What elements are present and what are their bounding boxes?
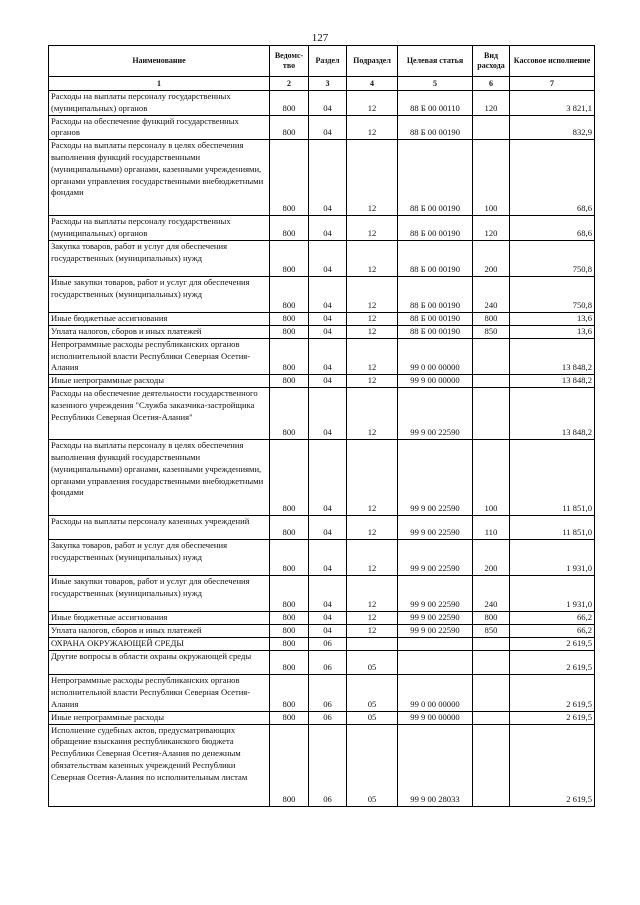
column-header-subsection: Подраздел bbox=[347, 46, 398, 77]
column-header-target-item: Целевая статья bbox=[398, 46, 473, 77]
row-subsection: 05 bbox=[347, 651, 398, 675]
row-target-item: 88 Б 00 00190 bbox=[398, 216, 473, 241]
row-target-item: 88 Б 00 00190 bbox=[398, 115, 473, 140]
row-subsection: 12 bbox=[347, 625, 398, 638]
table-body bbox=[49, 91, 595, 807]
row-target-item: 99 9 00 22590 bbox=[398, 612, 473, 625]
row-section: 04 bbox=[309, 325, 347, 338]
row-amount: 832,9 bbox=[510, 115, 595, 140]
row-target-item: 99 9 00 22590 bbox=[398, 440, 473, 516]
row-name: Расходы на выплаты персоналу государственных (муниципальных) органов bbox=[49, 216, 270, 241]
table-row bbox=[49, 440, 595, 516]
row-expense-type: 240 bbox=[473, 576, 510, 612]
row-department: 800 bbox=[270, 325, 309, 338]
row-amount: 1 931,0 bbox=[510, 540, 595, 576]
column-number: 6 bbox=[473, 77, 510, 91]
row-expense-type bbox=[473, 651, 510, 675]
column-number: 5 bbox=[398, 77, 473, 91]
row-name: Уплата налогов, сборов и иных платежей bbox=[49, 625, 270, 638]
row-expense-type: 200 bbox=[473, 240, 510, 276]
row-name: Непрограммные расходы республиканских органов исполнительной власти Республики Северная Осетия-Алания bbox=[49, 675, 270, 711]
row-amount: 11 851,0 bbox=[510, 516, 595, 540]
row-name: Расходы на обеспечение деятельности государственного казенного учреждения "Служба заказчика-застройщика Республики Северная Осетия-Алания" bbox=[49, 388, 270, 440]
row-department: 800 bbox=[270, 724, 309, 806]
row-subsection: 12 bbox=[347, 440, 398, 516]
row-expense-type bbox=[473, 375, 510, 388]
row-target-item: 88 Б 00 00190 bbox=[398, 140, 473, 216]
row-amount: 3 821,1 bbox=[510, 91, 595, 116]
row-subsection: 12 bbox=[347, 240, 398, 276]
row-section: 04 bbox=[309, 388, 347, 440]
row-department: 800 bbox=[270, 375, 309, 388]
row-amount: 2 619,5 bbox=[510, 675, 595, 711]
row-department: 800 bbox=[270, 576, 309, 612]
row-name: Иные закупки товаров, работ и услуг для обеспечения государственных (муниципальных) нужд bbox=[49, 576, 270, 612]
row-subsection: 12 bbox=[347, 612, 398, 625]
row-expense-type: 100 bbox=[473, 140, 510, 216]
row-expense-type: 100 bbox=[473, 440, 510, 516]
row-subsection: 12 bbox=[347, 91, 398, 116]
row-target-item: 88 Б 00 00190 bbox=[398, 276, 473, 312]
row-target-item: 99 9 00 22590 bbox=[398, 540, 473, 576]
column-number: 2 bbox=[270, 77, 309, 91]
row-expense-type bbox=[473, 675, 510, 711]
row-section: 04 bbox=[309, 240, 347, 276]
row-expense-type: 850 bbox=[473, 625, 510, 638]
row-amount: 66,2 bbox=[510, 612, 595, 625]
table-row bbox=[49, 516, 595, 540]
row-subsection: 12 bbox=[347, 540, 398, 576]
row-section: 04 bbox=[309, 540, 347, 576]
row-target-item: 99 9 00 22590 bbox=[398, 516, 473, 540]
column-number: 3 bbox=[309, 77, 347, 91]
row-expense-type: 240 bbox=[473, 276, 510, 312]
row-subsection: 12 bbox=[347, 388, 398, 440]
column-number: 4 bbox=[347, 77, 398, 91]
row-name: Закупка товаров, работ и услуг для обеспечения государственных (муниципальных) нужд bbox=[49, 540, 270, 576]
row-target-item: 99 9 00 22590 bbox=[398, 576, 473, 612]
column-header-cash-execution: Кассовое исполнение bbox=[510, 46, 595, 77]
row-expense-type: 850 bbox=[473, 325, 510, 338]
row-department: 800 bbox=[270, 338, 309, 374]
column-header-department: Ведомс-тво bbox=[270, 46, 309, 77]
column-number: 1 bbox=[49, 77, 270, 91]
row-section: 06 bbox=[309, 675, 347, 711]
row-department: 800 bbox=[270, 115, 309, 140]
row-name: Исполнение судебных актов, предусматривающих обращение взыскания республиканского бюджета Республики Северная Осетия-Алания по денежным обязательствам казенных учреждений Республики Северная Осетия-Алания по исполнительным листам bbox=[49, 724, 270, 806]
row-name: Непрограммные расходы республиканских органов исполнительной власти Республики Северная Осетия-Алания bbox=[49, 338, 270, 374]
table-row bbox=[49, 216, 595, 241]
row-expense-type: 120 bbox=[473, 216, 510, 241]
row-subsection: 12 bbox=[347, 325, 398, 338]
row-target-item: 99 9 00 00000 bbox=[398, 375, 473, 388]
row-name: Иные непрограммные расходы bbox=[49, 375, 270, 388]
table-row bbox=[49, 388, 595, 440]
row-section: 04 bbox=[309, 516, 347, 540]
row-amount: 13 848,2 bbox=[510, 388, 595, 440]
table-row bbox=[49, 612, 595, 625]
row-section: 04 bbox=[309, 625, 347, 638]
row-section: 06 bbox=[309, 638, 347, 651]
row-department: 800 bbox=[270, 216, 309, 241]
row-target-item: 88 Б 00 00190 bbox=[398, 312, 473, 325]
row-name: Расходы на выплаты персоналу в целях обеспечения выполнения функций государственными (муниципальными) органами, казенными учреждениями, органами управления государственными внебюджетными фондами bbox=[49, 440, 270, 516]
table-row bbox=[49, 576, 595, 612]
row-department: 800 bbox=[270, 516, 309, 540]
row-expense-type bbox=[473, 724, 510, 806]
table-row bbox=[49, 91, 595, 116]
row-amount: 13 848,2 bbox=[510, 375, 595, 388]
header-row bbox=[49, 46, 595, 77]
table-row bbox=[49, 276, 595, 312]
row-department: 800 bbox=[270, 388, 309, 440]
row-department: 800 bbox=[270, 440, 309, 516]
row-subsection: 12 bbox=[347, 312, 398, 325]
row-name: Иные закупки товаров, работ и услуг для обеспечения государственных (муниципальных) нужд bbox=[49, 276, 270, 312]
table-row bbox=[49, 675, 595, 711]
table-row bbox=[49, 638, 595, 651]
row-target-item: 99 0 00 00000 bbox=[398, 338, 473, 374]
row-department: 800 bbox=[270, 675, 309, 711]
row-amount: 68,6 bbox=[510, 216, 595, 241]
row-department: 800 bbox=[270, 312, 309, 325]
row-expense-type bbox=[473, 115, 510, 140]
row-target-item: 88 Б 00 00110 bbox=[398, 91, 473, 116]
row-amount: 750,8 bbox=[510, 240, 595, 276]
table-row bbox=[49, 651, 595, 675]
row-target-item: 99 9 00 22590 bbox=[398, 388, 473, 440]
row-target-item: 88 Б 00 00190 bbox=[398, 240, 473, 276]
row-amount: 2 619,5 bbox=[510, 638, 595, 651]
row-section: 04 bbox=[309, 216, 347, 241]
row-name: Расходы на выплаты персоналу казенных учреждений bbox=[49, 516, 270, 540]
row-expense-type bbox=[473, 711, 510, 724]
row-expense-type: 200 bbox=[473, 540, 510, 576]
row-name: Расходы на выплаты персоналу в целях обеспечения выполнения функций государственными (муниципальными) органами, казенными учреждениями, органами управления государственными внебюджетными фондами bbox=[49, 140, 270, 216]
row-name: Уплата налогов, сборов и иных платежей bbox=[49, 325, 270, 338]
column-header-name: Наименование bbox=[49, 46, 270, 77]
row-subsection: 12 bbox=[347, 576, 398, 612]
row-amount: 66,2 bbox=[510, 625, 595, 638]
row-target-item bbox=[398, 638, 473, 651]
row-subsection: 12 bbox=[347, 375, 398, 388]
row-department: 800 bbox=[270, 625, 309, 638]
row-section: 04 bbox=[309, 312, 347, 325]
table-row bbox=[49, 240, 595, 276]
table-row bbox=[49, 325, 595, 338]
row-name: Иные бюджетные ассигнования bbox=[49, 612, 270, 625]
row-name: ОХРАНА ОКРУЖАЮЩЕЙ СРЕДЫ bbox=[49, 638, 270, 651]
row-name: Иные непрограммные расходы bbox=[49, 711, 270, 724]
row-expense-type: 120 bbox=[473, 91, 510, 116]
row-name: Иные бюджетные ассигнования bbox=[49, 312, 270, 325]
row-section: 04 bbox=[309, 440, 347, 516]
row-expense-type: 110 bbox=[473, 516, 510, 540]
column-header-section: Раздел bbox=[309, 46, 347, 77]
row-target-item bbox=[398, 651, 473, 675]
row-department: 800 bbox=[270, 651, 309, 675]
row-section: 06 bbox=[309, 711, 347, 724]
row-amount: 2 619,5 bbox=[510, 724, 595, 806]
row-subsection: 12 bbox=[347, 276, 398, 312]
row-section: 04 bbox=[309, 612, 347, 625]
row-amount: 13,6 bbox=[510, 325, 595, 338]
row-subsection: 05 bbox=[347, 675, 398, 711]
table-row bbox=[49, 140, 595, 216]
row-subsection: 05 bbox=[347, 711, 398, 724]
row-section: 04 bbox=[309, 375, 347, 388]
row-amount: 2 619,5 bbox=[510, 651, 595, 675]
row-department: 800 bbox=[270, 276, 309, 312]
column-numbers-row bbox=[49, 77, 595, 91]
table-row bbox=[49, 724, 595, 806]
row-subsection bbox=[347, 638, 398, 651]
row-amount: 13,6 bbox=[510, 312, 595, 325]
budget-table bbox=[48, 45, 595, 807]
row-expense-type bbox=[473, 638, 510, 651]
table-row bbox=[49, 375, 595, 388]
row-section: 04 bbox=[309, 91, 347, 116]
table-row bbox=[49, 312, 595, 325]
row-subsection: 05 bbox=[347, 724, 398, 806]
row-subsection: 12 bbox=[347, 338, 398, 374]
row-section: 06 bbox=[309, 724, 347, 806]
row-department: 800 bbox=[270, 240, 309, 276]
row-amount: 13 848,2 bbox=[510, 338, 595, 374]
row-section: 04 bbox=[309, 276, 347, 312]
table-row bbox=[49, 711, 595, 724]
row-subsection: 12 bbox=[347, 216, 398, 241]
row-section: 04 bbox=[309, 115, 347, 140]
column-header-expense-type: Вид расхода bbox=[473, 46, 510, 77]
table-row bbox=[49, 625, 595, 638]
row-department: 800 bbox=[270, 540, 309, 576]
row-target-item: 99 9 00 28033 bbox=[398, 724, 473, 806]
row-subsection: 12 bbox=[347, 115, 398, 140]
row-target-item: 88 Б 00 00190 bbox=[398, 325, 473, 338]
row-name: Расходы на обеспечение функций государственных органов bbox=[49, 115, 270, 140]
row-amount: 68,6 bbox=[510, 140, 595, 216]
row-expense-type bbox=[473, 388, 510, 440]
row-expense-type: 800 bbox=[473, 312, 510, 325]
page-number: 127 bbox=[311, 32, 329, 44]
row-expense-type bbox=[473, 338, 510, 374]
row-section: 04 bbox=[309, 576, 347, 612]
row-department: 800 bbox=[270, 638, 309, 651]
row-section: 04 bbox=[309, 338, 347, 374]
row-department: 800 bbox=[270, 91, 309, 116]
row-target-item: 99 0 00 00000 bbox=[398, 675, 473, 711]
row-subsection: 12 bbox=[347, 140, 398, 216]
row-target-item: 99 9 00 22590 bbox=[398, 625, 473, 638]
row-section: 06 bbox=[309, 651, 347, 675]
row-expense-type: 800 bbox=[473, 612, 510, 625]
row-amount: 750,8 bbox=[510, 276, 595, 312]
table-row bbox=[49, 338, 595, 374]
table-row bbox=[49, 540, 595, 576]
row-department: 800 bbox=[270, 140, 309, 216]
row-name: Закупка товаров, работ и услуг для обеспечения государственных (муниципальных) нужд bbox=[49, 240, 270, 276]
row-amount: 1 931,0 bbox=[510, 576, 595, 612]
table-row bbox=[49, 115, 595, 140]
column-number: 7 bbox=[510, 77, 595, 91]
row-department: 800 bbox=[270, 711, 309, 724]
row-name: Другие вопросы в области охраны окружающей среды bbox=[49, 651, 270, 675]
row-target-item: 99 9 00 00000 bbox=[398, 711, 473, 724]
row-subsection: 12 bbox=[347, 516, 398, 540]
row-amount: 11 851,0 bbox=[510, 440, 595, 516]
row-department: 800 bbox=[270, 612, 309, 625]
row-amount: 2 619,5 bbox=[510, 711, 595, 724]
row-section: 04 bbox=[309, 140, 347, 216]
row-name: Расходы на выплаты персоналу государственных (муниципальных) органов bbox=[49, 91, 270, 116]
